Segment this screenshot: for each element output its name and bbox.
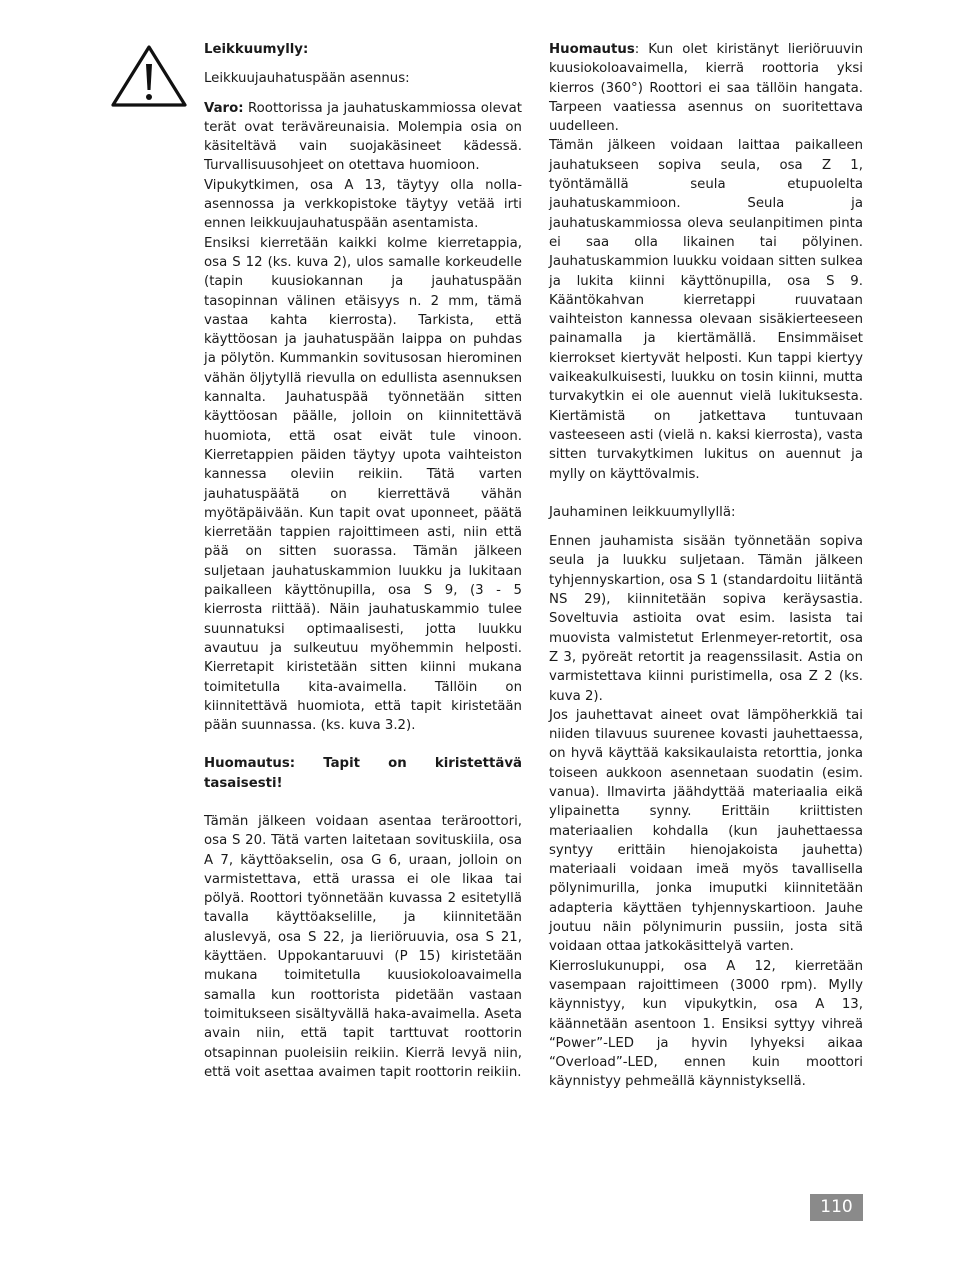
warning-triangle-icon — [110, 44, 188, 108]
subsection-heading: Leikkuujauhatuspään asennus: — [204, 71, 410, 87]
paragraph: Kierroslukunuppi, osa A 12, kierretään vasempaan rajoittimeen (3000 rpm). Mylly käynnistyy, kun vipukytkin, osa A 13, käännetään asentoon 1. Ensiksi syttyy vihreä “Power”-LED ja hyvin lyhyeksi aikaa “Overload”-LED, ennen kuin moottori käynnistyy pehmeällä käynnistyksellä. — [549, 958, 863, 1090]
paragraph: Tämän jälkeen voidaan laittaa paikalleen jauhatukseen sopiva seula, osa Z 1, työntämällä seula etupuolelta jauhatuskammioon. Seula ja jauhatuskammiossa oleva seulanpitimen pinta ei saa olla likainen tai pölyinen. Jauhatuskammion luukku voidaan sitten sulkea ja lukita kiinni käyttönupilla, osa S 9. Kääntökahvan kierretappi ruuvataan vaihteiston kannessa olevaan sisäkierteeseen painamalla ja kiertämällä. Ensimmäiset kierrokset kiertyvät helposti. Kun tappi kiertyy vaikeakulkuisesti, luukku on tosin kiinni, mutta turvakytkin ei ole auennut vielä lukituksesta. Kiertämistä on jatkettava tuntuvaan vasteeseen asti (vielä n. kaksi kierrosta), vasta sitten turvakytkimen lukitus on auennut ja mylly on käyttövalmis. — [549, 138, 863, 482]
note-paragraph — [549, 40, 863, 136]
page-number: 110 — [810, 1194, 863, 1221]
paragraph: Tämän jälkeen voidaan asentaa teräroottori, osa S 20. Tätä varten laitetaan sovituskiila, osa A 7, käyttöakselin, osa G 6, uraan, jolloin on varmistettava, että urassa ei ole likaa tai pölyä. Roottori työnnetään kuvassa 2 esitetyllä tavalla käyttöakselille, ja kiinnitetään aluslevyä, osa S 22, ja lieriöruuvia, osa S 21, käyttäen. Uppokantaruuvi (P 15) kiristetään mukana toimitetulla kuusiokoloavaimella samalla kun roottorista pidetään vastaan toimitukseen sisältyvällä haka-avaimella. Aseta avain niin, että tapit tarttuvat roottorin otsapinnan puoleisiin reikiin. Kierrä levyä niin, että voit asettaa avaimen tapit roottorin reikiin. — [204, 813, 522, 1080]
note-heading: Huomautus: Tapit on kiristettävä tasaisesti! — [204, 756, 522, 791]
caution-label: Varo: — [204, 100, 244, 116]
note-label: Huomautus — [549, 42, 635, 57]
caution-paragraph — [204, 99, 522, 176]
section-heading: Leikkuumylly: — [204, 42, 309, 57]
subsection-heading: Jauhaminen leikkuumyllyllä: — [549, 504, 736, 520]
paragraph: Ennen jauhamista sisään työnnetään sopiva seula ja luukku suljetaan. Tämän jälkeen tyhjennyskartion, osa S 1 (standardoitu liitäntä NS 29), kiinnitetään sopiva keräysastia. Soveltuvia astioita ovat esim. lasista tai muovista valmistetut Erlenmeyer-retortit, osa Z 3, pyöreät retortit ja reagenssilasit. Astia on varmistettava kiinni puristimella, osa Z 2 (ks. kuva 2). — [549, 534, 863, 704]
paragraph: Vipukytkimen, osa A 13, täytyy olla nolla-asennossa ja verkkopistoke täytyy vetää irti ennen leikkuujauhatuspään asentamista. — [204, 177, 522, 232]
paragraph: Jos jauhettavat aineet ovat lämpöherkkiä tai niiden tilavuus suurenee kovasti jauhettaessa, on hyvä käyttää kaksikaulaista retorttia, jonka toiseen aukkoon asennetaan suodatin (esim. vanua). Ilmavirta jäähdyttää materiaalia eikä ylipainetta synny. Erittäin kriittisten materiaalien kohdalla (kun jauhettaessa syntyy erittäin hienojakoista jauhetta) materiaali voidaan imeä myös tavallisella pölynimurilla, jonka imuputki kiinnitetään adapteria käyttäen tyhjennyskartioon. Jauhe joutuu näin pölynimurin pussiin, josta sitä voidaan ottaa jatkokäsittelyä varten. — [549, 707, 863, 955]
note-text: : Kun olet kiristänyt lieriöruuvin kuusiokoloavaimella, kierrä roottoria yksi kierros (360°) Roottori ei saa tällöin hangata. Tarpeen vaatiessa asennus on suoritettava uudelleen. — [549, 42, 863, 135]
paragraph: Ensiksi kierretään kaikki kolme kierretappia, osa S 12 (ks. kuva 2), ulos samalle korkeudelle (tapin kuusiokannan ja jauhatuspään tasopinnan välinen etäisyys n. 2 mm, tämä vastaa kahta kierrosta). Tarkista, että käyttöosan ja jauhatuspään laippa on puhdas ja pölytön. Kummankin sovitusosan hierominen vähän öljytyllä rievulla on edullista asennuksen kannalta. Jauhatuspää työnnetään sitten käyttöosan päälle, jolloin on kiinnitettävä huomiota, että osat eivät tule vinoon. Kierretappien päiden täytyy upota vaihteiston kannessa oleviin reikiin. Tätä varten jauhatuspäätä on kierrettävä vähän myötäpäivään. Kun tapit ovat uponneet, päätä kierretään tappien rajoittimeen asti, niin että pää on sitten suorassa. Tämän jälkeen suljetaan jauhatuskammion luukku ja lukitaan paikalleen käyttönupilla, osa S 9, (3 - 5 kierrosta riittää). Näin jauhatuskammio tulee suunnatuksi optimaalisesti, jotta luukku avautuu ja sulkeutuu myöhemmin helposti. Kierretapit kiristetään sitten kiinni mukana toimitetulla kita-avaimella. Tällöin on kiinnitettävä huomiota, että tapit kiristetään pään suunnassa. (ks. kuva 3.2). — [204, 235, 522, 734]
right-column — [549, 40, 863, 1092]
caution-text: Roottorissa ja jauhatuskammiossa olevat terät ovat teräväreunaisia. Molempia osia on käsiteltävä vain suojakäsineet kädessä. Turvallisuusohjeet on otettava huomioon. — [204, 100, 522, 174]
left-column — [204, 40, 522, 1082]
